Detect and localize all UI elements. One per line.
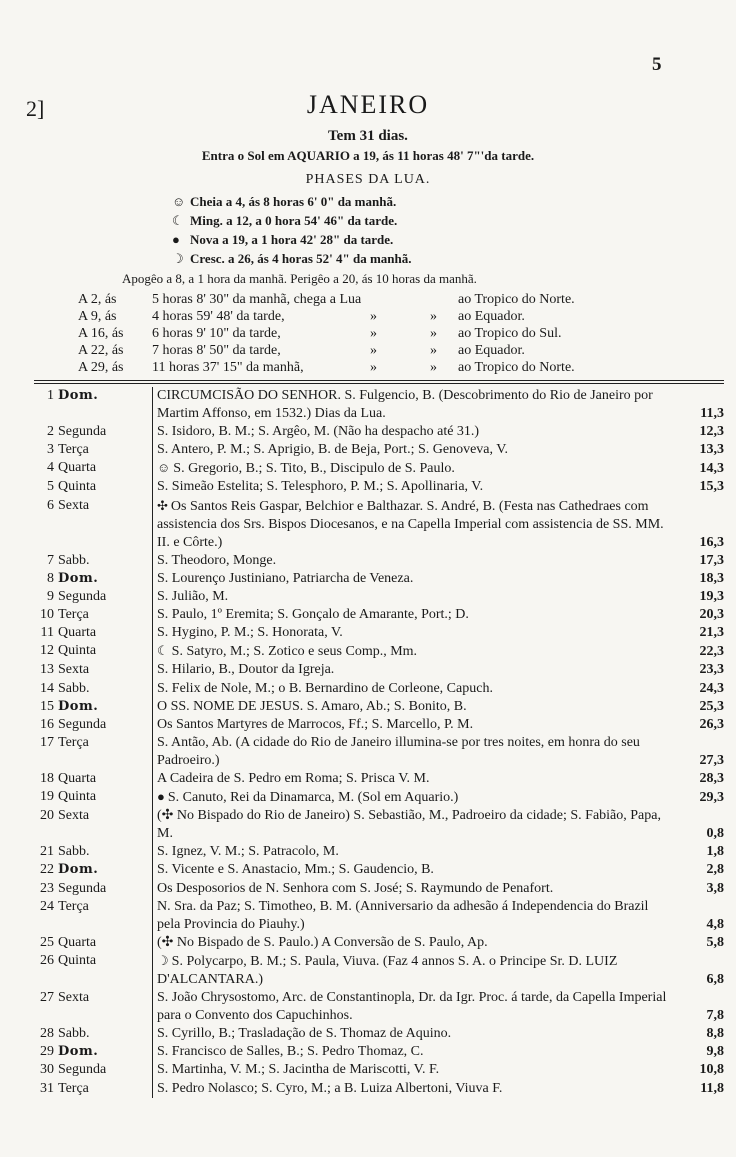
saint-entry bbox=[153, 698, 679, 716]
moon-age: 10,8 bbox=[699, 1062, 724, 1078]
transit-date: A 16, ás bbox=[78, 326, 124, 341]
divider-rule bbox=[34, 380, 724, 381]
day-row bbox=[34, 861, 724, 879]
day-row bbox=[34, 698, 724, 716]
saint-entry bbox=[153, 606, 679, 624]
weekday: Terça bbox=[58, 734, 153, 770]
day-row bbox=[34, 570, 724, 588]
moon-age: 21,3 bbox=[699, 625, 724, 641]
saint-entry bbox=[153, 861, 679, 879]
day-row bbox=[34, 588, 724, 606]
day-number: 16 bbox=[40, 716, 54, 732]
moon-phase-icon: ● bbox=[157, 789, 165, 805]
moon-age: 13,3 bbox=[699, 442, 724, 458]
moon-age: 0,8 bbox=[706, 826, 724, 842]
saint-entry bbox=[153, 441, 679, 459]
weekday: Sexta bbox=[58, 989, 153, 1025]
saint-entry bbox=[153, 807, 679, 843]
moon-age: 5,8 bbox=[706, 934, 724, 950]
entry-text: A Cadeira de S. Pedro em Roma; S. Prisca V. M. bbox=[157, 770, 430, 786]
moon-age: 15,3 bbox=[699, 479, 724, 495]
moon-age: 12,3 bbox=[699, 424, 724, 440]
weekday: Sexta bbox=[58, 497, 153, 552]
day-row bbox=[34, 1043, 724, 1061]
day-number: 25 bbox=[40, 934, 54, 950]
moon-age: 7,8 bbox=[706, 1008, 724, 1024]
entry-text: S. Gregorio, B.; S. Tito, B., Discipulo de S. Paulo. bbox=[173, 461, 455, 477]
entry-text: (✣ No Bispado do Rio de Janeiro) S. Sebastião, M., Padroeiro da cidade; S. Fabião, Papa, M. bbox=[157, 808, 661, 842]
moon-age: 2,8 bbox=[706, 862, 724, 878]
moon-age: 29,3 bbox=[699, 790, 724, 806]
weekday: Segunda bbox=[58, 423, 153, 441]
moon-age: 19,3 bbox=[699, 589, 724, 605]
saint-entry bbox=[153, 989, 679, 1025]
day-number: 17 bbox=[40, 734, 54, 750]
entry-text: S. Isidoro, B. M.; S. Argêo, M. (Não ha despacho até 31.) bbox=[157, 424, 480, 440]
entry-text: O SS. NOME DE JESUS. S. Amaro, Ab.; S. Bonito, B. bbox=[157, 698, 467, 714]
weekday: Dom. bbox=[58, 698, 153, 716]
ditto-mark: » bbox=[430, 360, 437, 375]
phase-text: Cheia a 4, ás 8 horas 6' 0" da manhã. bbox=[190, 194, 397, 209]
day-number: 14 bbox=[40, 680, 54, 696]
day-number: 21 bbox=[40, 844, 54, 860]
day-row bbox=[34, 807, 724, 843]
moon-age: 24,3 bbox=[699, 680, 724, 696]
day-number: 18 bbox=[40, 770, 54, 786]
day-row bbox=[34, 624, 724, 642]
weekday: Dom. bbox=[58, 861, 153, 879]
day-row bbox=[34, 989, 724, 1025]
day-number: 13 bbox=[40, 662, 54, 678]
day-row bbox=[34, 934, 724, 952]
moon-age: 6,8 bbox=[706, 972, 724, 987]
weekday: Terça bbox=[58, 441, 153, 459]
transit-destination: ao Tropico do Sul. bbox=[458, 326, 562, 341]
weekday: Sexta bbox=[58, 661, 153, 679]
day-number: 19 bbox=[40, 789, 54, 805]
moon-age: 3,8 bbox=[706, 880, 724, 896]
days-count: Tem 31 dias. bbox=[328, 128, 408, 144]
weekday: Terça bbox=[58, 606, 153, 624]
day-calendar-table bbox=[34, 387, 724, 1098]
moon-age: 1,8 bbox=[706, 844, 724, 860]
saint-entry bbox=[153, 624, 679, 642]
day-row bbox=[34, 1080, 724, 1098]
weekday: Terça bbox=[58, 1080, 153, 1098]
day-number: 27 bbox=[40, 990, 54, 1006]
saint-entry bbox=[153, 570, 679, 588]
saint-entry bbox=[153, 770, 679, 788]
saint-entry bbox=[153, 1080, 679, 1098]
day-number: 22 bbox=[40, 862, 54, 878]
day-row bbox=[34, 770, 724, 788]
saint-entry bbox=[153, 423, 679, 441]
apogee-perigee: Apogêo a 8, a 1 hora da manhã. Perigêo a 20, ás 10 horas da manhã. bbox=[122, 271, 477, 286]
ditto-mark: » bbox=[370, 343, 377, 358]
saint-entry bbox=[153, 898, 679, 934]
day-number: 31 bbox=[40, 1080, 54, 1096]
entry-text: S. Hilario, B., Doutor da Igreja. bbox=[157, 662, 335, 678]
day-row bbox=[34, 898, 724, 934]
moon-age: 22,3 bbox=[699, 644, 724, 660]
day-row bbox=[34, 952, 724, 989]
weekday: Dom. bbox=[58, 570, 153, 588]
entry-text: S. Julião, M. bbox=[157, 589, 229, 605]
entry-text: S. Hygino, P. M.; S. Honorata, V. bbox=[157, 625, 343, 641]
day-number: 12 bbox=[40, 643, 54, 659]
saint-entry bbox=[153, 1043, 679, 1061]
ditto-mark: » bbox=[430, 326, 437, 341]
day-number: 26 bbox=[40, 952, 54, 968]
phase-text: Cresc. a 26, ás 4 horas 52' 4" da manhã. bbox=[190, 251, 412, 266]
entry-text: S. Simeão Estelita; S. Telesphoro, P. M.; S. Apollinaria, V. bbox=[157, 479, 484, 495]
day-number: 4 bbox=[47, 460, 54, 476]
day-number: 23 bbox=[40, 880, 54, 896]
moon-age: 28,3 bbox=[699, 770, 724, 786]
day-number: 11 bbox=[40, 625, 54, 641]
weekday: Sabb. bbox=[58, 843, 153, 861]
phase-full-moon bbox=[172, 194, 396, 210]
day-row bbox=[34, 423, 724, 441]
day-number: 6 bbox=[47, 497, 54, 513]
weekday: Segunda bbox=[58, 716, 153, 734]
day-row bbox=[34, 680, 724, 698]
moon-age: 9,8 bbox=[706, 1044, 724, 1060]
saint-entry bbox=[153, 588, 679, 606]
ditto-mark: » bbox=[430, 343, 437, 358]
day-row bbox=[34, 497, 724, 552]
moon-age: 26,3 bbox=[699, 716, 724, 732]
entry-text: S. João Chrysostomo, Arc. de Constantinopla, Dr. da Igr. Proc. á tarde, da Capella Imperial para o Convento dos Capuchinhos. bbox=[157, 990, 667, 1024]
entry-text: S. Paulo, 1º Eremita; S. Gonçalo de Amarante, Port.; D. bbox=[157, 607, 469, 623]
saint-entry bbox=[153, 478, 679, 496]
entry-text: S. Canuto, Rei da Dinamarca, M. (Sol em Aquario.) bbox=[167, 790, 459, 806]
day-number: 15 bbox=[40, 698, 54, 714]
saint-entry bbox=[153, 642, 679, 661]
entry-text: (✣ No Bispado de S. Paulo.) A Conversão de S. Paulo, Ap. bbox=[157, 934, 488, 950]
day-row bbox=[34, 661, 724, 679]
entry-text: S. Pedro Nolasco; S. Cyro, M.; a B. Luiza Albertoni, Viuva F. bbox=[157, 1080, 503, 1096]
weekday: Segunda bbox=[58, 880, 153, 898]
weekday: Quinta bbox=[58, 952, 153, 989]
saint-entry bbox=[153, 788, 679, 807]
day-number: 10 bbox=[40, 607, 54, 623]
transit-destination: ao Tropico do Norte. bbox=[458, 292, 575, 307]
saint-entry bbox=[153, 1025, 679, 1043]
weekday: Sabb. bbox=[58, 1025, 153, 1043]
phase-new-moon bbox=[172, 232, 393, 248]
moon-age: 11,8 bbox=[700, 1080, 724, 1096]
weekday: Sexta bbox=[58, 807, 153, 843]
day-rows bbox=[34, 387, 724, 1098]
day-number: 24 bbox=[40, 898, 54, 914]
phases-title: PHASES DA LUA. bbox=[305, 172, 431, 187]
day-row bbox=[34, 1025, 724, 1043]
entry-text: S. Vicente e S. Anastacio, Mm.; S. Gaudencio, B. bbox=[157, 862, 434, 878]
day-row bbox=[34, 606, 724, 624]
sun-entry: Entra o Sol em AQUARIO a 19, ás 11 horas 48' 7"'da tarde. bbox=[201, 148, 535, 163]
entry-text: N. Sra. da Paz; S. Timotheo, B. M. (Anniversario da adhesão á Independencia do Brazil pela Provincia do Piauhy.) bbox=[157, 898, 649, 932]
transit-time: 11 horas 37' 15" da manhã, bbox=[152, 360, 304, 375]
day-number: 9 bbox=[47, 589, 54, 605]
day-row bbox=[34, 459, 724, 478]
ditto-mark: » bbox=[370, 360, 377, 375]
day-number: 30 bbox=[40, 1062, 54, 1078]
weekday: Sabb. bbox=[58, 680, 153, 698]
saint-entry bbox=[153, 880, 679, 898]
day-row bbox=[34, 843, 724, 861]
moon-age: 25,3 bbox=[699, 698, 724, 714]
entry-text: S. Cyrillo, B.; Trasladação de S. Thomaz de Aquino. bbox=[157, 1026, 452, 1042]
transit-date: A 29, ás bbox=[78, 360, 124, 375]
weekday: Quarta bbox=[58, 624, 153, 642]
weekday: Quarta bbox=[58, 934, 153, 952]
day-number: 3 bbox=[47, 442, 54, 458]
full-moon-icon: ☺ bbox=[172, 194, 186, 209]
transit-destination: ao Equador. bbox=[458, 343, 525, 358]
entry-text: S. Martinha, V. M.; S. Jacintha de Mariscotti, V. F. bbox=[157, 1062, 440, 1078]
saint-entry bbox=[153, 459, 679, 478]
day-row bbox=[34, 716, 724, 734]
entry-text: S. Polycarpo, B. M.; S. Paula, Viuva. (Faz 4 annos S. A. o Principe Sr. D. LUIZ D'ALCANTARA.) bbox=[157, 953, 618, 987]
phase-last-quarter bbox=[172, 213, 397, 229]
moon-age: 20,3 bbox=[699, 607, 724, 623]
saint-entry bbox=[153, 734, 679, 770]
moon-phase-icon: ☾ bbox=[157, 643, 169, 659]
moon-age: 11,3 bbox=[700, 406, 724, 422]
day-number: 29 bbox=[40, 1044, 54, 1060]
entry-text: Os Santos Reis Gaspar, Belchior e Balthazar. S. André, B. (Festa nas Cathedraes com assistencia dos Srs. Bispos Diocesanos, e na Capella Imperial com assistencia de SS. MM. II. e Côrte.) bbox=[157, 498, 664, 550]
moon-age: 27,3 bbox=[699, 752, 724, 768]
weekday: Quinta bbox=[58, 642, 153, 661]
moon-age: 23,3 bbox=[699, 662, 724, 678]
saint-entry bbox=[153, 680, 679, 698]
weekday: Quarta bbox=[58, 770, 153, 788]
saint-entry bbox=[153, 497, 679, 552]
moon-age: 16,3 bbox=[699, 534, 724, 550]
moon-age: 4,8 bbox=[706, 916, 724, 932]
day-row bbox=[34, 734, 724, 770]
transit-date: A 9, ás bbox=[78, 309, 117, 324]
ditto-mark: » bbox=[370, 326, 377, 341]
ditto-mark: » bbox=[430, 309, 437, 324]
day-number: 8 bbox=[47, 570, 54, 586]
weekday: Terça bbox=[58, 898, 153, 934]
day-row bbox=[34, 642, 724, 661]
day-number: 5 bbox=[47, 479, 54, 495]
day-row bbox=[34, 478, 724, 496]
moon-phase-icon: ☺ bbox=[157, 460, 171, 476]
month-title: JANEIRO bbox=[306, 90, 430, 119]
weekday: Dom. bbox=[58, 1043, 153, 1061]
saint-entry bbox=[153, 552, 679, 570]
transit-destination: ao Tropico do Norte. bbox=[458, 360, 575, 375]
transit-time: 7 horas 8' 50" da tarde, bbox=[152, 343, 281, 358]
weekday: Segunda bbox=[58, 588, 153, 606]
day-number: 7 bbox=[47, 552, 54, 568]
day-row bbox=[34, 788, 724, 807]
last-quarter-moon-icon: ☾ bbox=[172, 213, 184, 228]
day-number: 28 bbox=[40, 1026, 54, 1042]
moon-phase-icon: ✣ bbox=[157, 497, 168, 513]
day-number: 2 bbox=[47, 424, 54, 440]
entry-text: S. Antero, P. M.; S. Aprigio, B. de Beja, Port.; S. Genoveva, V. bbox=[157, 442, 509, 458]
transit-destination: ao Equador. bbox=[458, 309, 525, 324]
entry-text: S. Theodoro, Monge. bbox=[157, 552, 277, 568]
first-quarter-moon-icon: ☽ bbox=[172, 251, 184, 266]
day-row bbox=[34, 387, 724, 423]
ditto-mark: » bbox=[370, 309, 377, 324]
weekday: Dom. bbox=[58, 387, 153, 423]
moon-phase-icon: ☽ bbox=[157, 952, 169, 968]
entry-text: S. Satyro, M.; S. Zotico e seus Comp., Mm. bbox=[171, 644, 418, 660]
weekday: Segunda bbox=[58, 1061, 153, 1079]
saint-entry bbox=[153, 661, 679, 679]
entry-text: S. Ignez, V. M.; S. Patracolo, M. bbox=[157, 844, 339, 860]
weekday: Quinta bbox=[58, 788, 153, 807]
moon-age: 8,8 bbox=[706, 1026, 724, 1042]
moon-age: 17,3 bbox=[699, 552, 724, 568]
entry-text: S. Lourenço Justiniano, Patriarcha de Veneza. bbox=[157, 570, 414, 586]
transit-date: A 2, ás bbox=[78, 292, 117, 307]
phase-text: Nova a 19, a 1 hora 42' 28" da tarde. bbox=[190, 232, 394, 247]
day-row bbox=[34, 441, 724, 459]
entry-text: S. Felix de Nole, M.; o B. Bernardino de Corleone, Capuch. bbox=[157, 680, 493, 696]
day-row bbox=[34, 552, 724, 570]
entry-text: Os Santos Martyres de Marrocos, Ff.; S. Marcello, P. M. bbox=[157, 716, 474, 732]
divider-rule bbox=[34, 383, 724, 384]
saint-entry bbox=[153, 843, 679, 861]
entry-text: CIRCUMCISÃO DO SENHOR. S. Fulgencio, B. (Descobrimento do Rio de Janeiro por Martim Affonso, em 1532.) Dias da Lua. bbox=[157, 388, 653, 422]
saint-entry bbox=[153, 716, 679, 734]
transit-time: 5 horas 8' 30" da manhã, chega a Lua bbox=[152, 292, 362, 307]
day-number: 1 bbox=[47, 388, 54, 403]
phase-text: Ming. a 12, a 0 hora 54' 46" da tarde. bbox=[190, 213, 398, 228]
page-number: 5 bbox=[652, 54, 662, 75]
entry-text: S. Francisco de Salles, B.; S. Pedro Thomaz, C. bbox=[157, 1044, 424, 1060]
saint-entry bbox=[153, 1061, 679, 1079]
saint-entry bbox=[153, 387, 679, 423]
moon-age: 14,3 bbox=[699, 461, 724, 477]
day-number: 20 bbox=[40, 808, 54, 824]
transit-date: A 22, ás bbox=[78, 343, 124, 358]
sheet-mark: 2] bbox=[26, 96, 45, 121]
day-row bbox=[34, 1061, 724, 1079]
new-moon-icon: ● bbox=[172, 232, 180, 247]
transit-time: 6 horas 9' 10" da tarde, bbox=[152, 326, 281, 341]
weekday: Quinta bbox=[58, 478, 153, 496]
saint-entry bbox=[153, 952, 679, 989]
day-row bbox=[34, 880, 724, 898]
weekday: Quarta bbox=[58, 459, 153, 478]
moon-age: 18,3 bbox=[699, 570, 724, 586]
transit-time: 4 horas 59' 48' da tarde, bbox=[152, 309, 285, 324]
entry-text: S. Antão, Ab. (A cidade do Rio de Janeiro illumina-se por tres noites, em honra do seu Padroeiro.) bbox=[157, 734, 640, 768]
entry-text: Os Desposorios de N. Senhora com S. José; S. Raymundo de Penafort. bbox=[157, 880, 554, 896]
phase-first-quarter bbox=[172, 251, 412, 267]
weekday: Sabb. bbox=[58, 552, 153, 570]
saint-entry bbox=[153, 934, 679, 952]
